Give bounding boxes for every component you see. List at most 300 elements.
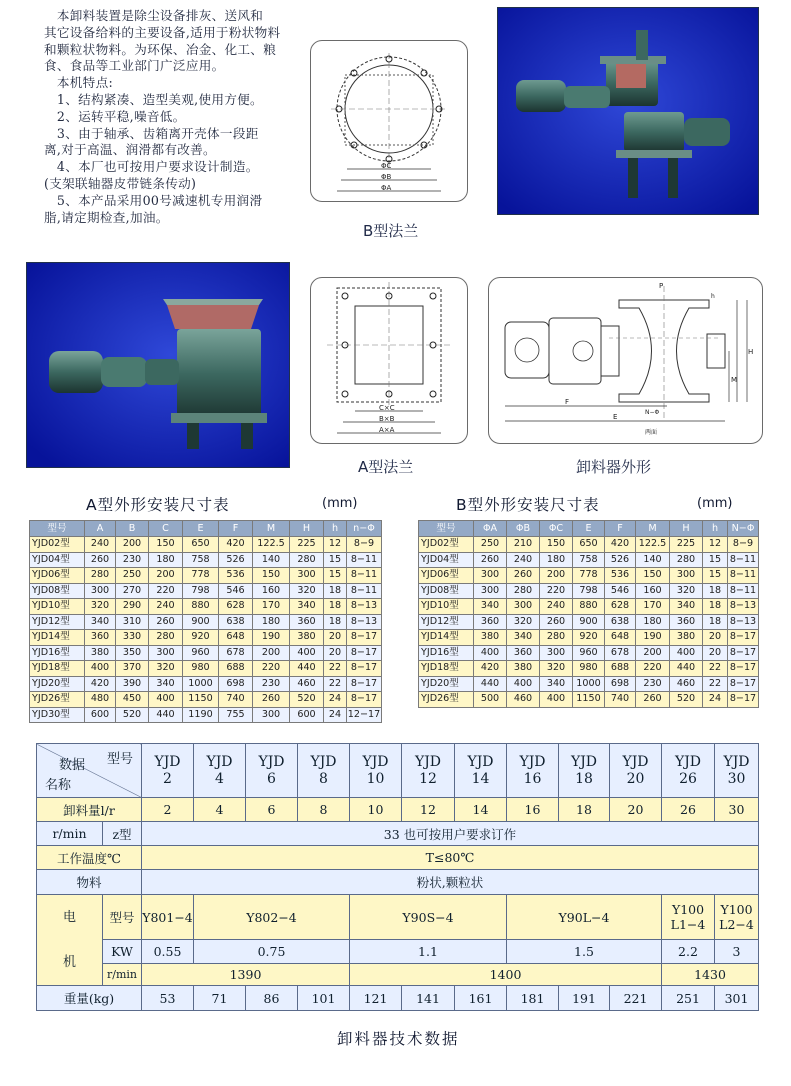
table-row bbox=[30, 692, 382, 708]
table-a-header: h bbox=[324, 521, 347, 537]
table-row bbox=[30, 661, 382, 677]
a-flange-caption: A型法兰 bbox=[358, 458, 414, 476]
table-row bbox=[30, 568, 382, 584]
table-cell: 980 bbox=[573, 661, 605, 677]
table-cell: 900 bbox=[573, 614, 605, 630]
table-a-grid bbox=[29, 520, 382, 723]
intro-line: 食、食品等工业部门广泛应用。 bbox=[44, 58, 225, 74]
table-cell: 240 bbox=[149, 599, 183, 615]
table-cell: 22 bbox=[703, 676, 728, 692]
model-header bbox=[142, 744, 194, 798]
table-row bbox=[419, 676, 759, 692]
table-cell: 380 bbox=[474, 630, 507, 646]
table-cell: 260 bbox=[540, 614, 573, 630]
table-cell: 150 bbox=[253, 568, 290, 584]
kw-value: 0.55 bbox=[142, 940, 194, 964]
intro-line: 脂,请定期检查,加油。 bbox=[44, 209, 169, 225]
model-prefix: YJD bbox=[258, 753, 285, 770]
discharge-value: 10 bbox=[350, 798, 402, 822]
table-cell: 798 bbox=[573, 583, 605, 599]
table-cell: 678 bbox=[219, 645, 253, 661]
table-cell: 8−17 bbox=[728, 645, 759, 661]
table-cell: 8−17 bbox=[728, 676, 759, 692]
table-cell: 960 bbox=[573, 645, 605, 661]
table-cell: 740 bbox=[219, 692, 253, 708]
table-cell: 360 bbox=[474, 614, 507, 630]
table-cell: 600 bbox=[290, 707, 324, 723]
corner-data: 数据 bbox=[59, 758, 86, 773]
table-cell: 22 bbox=[324, 676, 347, 692]
model-prefix: YJD bbox=[362, 753, 389, 770]
table-cell: 526 bbox=[219, 552, 253, 568]
a-flange-drawing bbox=[310, 277, 468, 444]
table-row bbox=[419, 583, 759, 599]
model-prefix: YJD bbox=[206, 753, 233, 770]
model-prefix: YJD bbox=[723, 753, 750, 770]
table-cell: 638 bbox=[605, 614, 636, 630]
table-row bbox=[419, 537, 759, 553]
table-a-header: H bbox=[290, 521, 324, 537]
table-cell: 320 bbox=[540, 661, 573, 677]
speed-type: z型 bbox=[103, 822, 142, 846]
model-cell: YJD20型 bbox=[30, 676, 85, 692]
table-row bbox=[30, 645, 382, 661]
table-cell: 250 bbox=[116, 568, 149, 584]
model-cell: YJD20型 bbox=[419, 676, 474, 692]
dim-label: ΦC bbox=[381, 162, 392, 170]
table-cell: 8−17 bbox=[728, 661, 759, 677]
table-cell: 300 bbox=[85, 583, 116, 599]
table-cell: 8−13 bbox=[347, 614, 382, 630]
table-cell: 400 bbox=[85, 661, 116, 677]
table-b-header: M bbox=[636, 521, 670, 537]
model-cell: YJD10型 bbox=[30, 599, 85, 615]
intro-line: 4、本厂也可按用户要求设计制造。 bbox=[44, 159, 259, 175]
table-b-header: ΦB bbox=[507, 521, 540, 537]
table-row bbox=[419, 661, 759, 677]
tech-discharge-row bbox=[37, 798, 759, 822]
table-cell: 180 bbox=[149, 552, 183, 568]
motor-model: Y100 L2−4 bbox=[715, 895, 759, 940]
table-cell: 150 bbox=[149, 537, 183, 553]
dim-label: M bbox=[731, 376, 738, 384]
table-cell: 8−17 bbox=[347, 630, 382, 646]
table-cell: 170 bbox=[636, 599, 670, 615]
table-cell: 350 bbox=[116, 645, 149, 661]
model-header bbox=[350, 744, 402, 798]
b-flange-svg bbox=[311, 41, 467, 201]
motor-model: Y802−4 bbox=[194, 895, 350, 940]
table-cell: 150 bbox=[540, 537, 573, 553]
model-cell: YJD08型 bbox=[419, 583, 474, 599]
table-cell: 8−17 bbox=[728, 692, 759, 708]
weight-value: 251 bbox=[662, 986, 715, 1011]
table-cell: 250 bbox=[474, 537, 507, 553]
table-cell: 440 bbox=[290, 661, 324, 677]
table-cell: 1150 bbox=[183, 692, 219, 708]
tech-speed-row bbox=[37, 822, 759, 846]
motor-model: Y90S−4 bbox=[350, 895, 507, 940]
table-cell: 24 bbox=[703, 692, 728, 708]
product-photo-a bbox=[26, 262, 290, 468]
table-cell: 230 bbox=[636, 676, 670, 692]
discharge-label: 卸料量l/r bbox=[37, 798, 142, 822]
tech-title: 卸料器技术数据 bbox=[337, 1030, 460, 1048]
rpm-label: r/min bbox=[103, 964, 142, 986]
table-cell: 340 bbox=[670, 599, 703, 615]
table-row bbox=[419, 599, 759, 615]
table-cell: 340 bbox=[540, 676, 573, 692]
weight-value: 121 bbox=[350, 986, 402, 1011]
intro-line: 其它设备给料的主要设备,适用于粉状物料 bbox=[44, 24, 281, 40]
table-cell: 320 bbox=[507, 614, 540, 630]
intro-line: 本卸料装置是除尘设备排灰、送风和 bbox=[44, 8, 264, 23]
model-cell: YJD16型 bbox=[30, 645, 85, 661]
kw-value: 1.5 bbox=[507, 940, 662, 964]
model-prefix: YJD bbox=[154, 753, 181, 770]
table-cell: 260 bbox=[636, 692, 670, 708]
temp-label: 工作温度℃ bbox=[37, 846, 142, 870]
model-header bbox=[298, 744, 350, 798]
table-cell: 900 bbox=[183, 614, 219, 630]
table-cell: 150 bbox=[636, 568, 670, 584]
table-cell: 300 bbox=[290, 568, 324, 584]
table-cell: 15 bbox=[703, 552, 728, 568]
table-row bbox=[30, 676, 382, 692]
model-cell: YJD18型 bbox=[30, 661, 85, 677]
corner-model: 型号 bbox=[106, 752, 133, 767]
table-cell: 260 bbox=[507, 568, 540, 584]
model-header bbox=[715, 744, 759, 798]
table-cell: 400 bbox=[507, 676, 540, 692]
table-cell: 280 bbox=[507, 583, 540, 599]
table-cell: 536 bbox=[605, 568, 636, 584]
table-cell: 370 bbox=[116, 661, 149, 677]
table-row bbox=[419, 645, 759, 661]
model-cell: YJD04型 bbox=[30, 552, 85, 568]
table-cell: 520 bbox=[670, 692, 703, 708]
model-cell: YJD18型 bbox=[419, 661, 474, 677]
table-cell: 12−17 bbox=[347, 707, 382, 723]
table-cell: 12 bbox=[703, 537, 728, 553]
dim-label: H bbox=[748, 348, 754, 356]
model-number: 6 bbox=[267, 770, 276, 787]
discharge-value: 8 bbox=[298, 798, 350, 822]
tech-material-row bbox=[37, 870, 759, 895]
model-number: 20 bbox=[626, 770, 645, 787]
table-cell: 678 bbox=[605, 645, 636, 661]
table-cell: 628 bbox=[219, 599, 253, 615]
tech-model-row bbox=[37, 744, 759, 798]
table-cell: 300 bbox=[670, 568, 703, 584]
table-cell: 755 bbox=[219, 707, 253, 723]
table-cell: 650 bbox=[183, 537, 219, 553]
table-b-header: ΦC bbox=[540, 521, 573, 537]
table-cell: 20 bbox=[703, 645, 728, 661]
table-a-unit: (mm) bbox=[322, 496, 358, 511]
model-header bbox=[402, 744, 455, 798]
table-cell: 310 bbox=[116, 614, 149, 630]
model-cell: YJD26型 bbox=[419, 692, 474, 708]
table-cell: 920 bbox=[183, 630, 219, 646]
table-cell: 360 bbox=[507, 645, 540, 661]
table-cell: 18 bbox=[703, 599, 728, 615]
table-cell: 300 bbox=[253, 707, 290, 723]
weight-value: 221 bbox=[610, 986, 662, 1011]
table-b-header: F bbox=[605, 521, 636, 537]
table-cell: 220 bbox=[540, 583, 573, 599]
table-a bbox=[29, 520, 382, 723]
kw-value: 1.1 bbox=[350, 940, 507, 964]
table-cell: 400 bbox=[670, 645, 703, 661]
table-cell: 450 bbox=[116, 692, 149, 708]
table-cell: 280 bbox=[290, 552, 324, 568]
table-cell: 260 bbox=[474, 552, 507, 568]
kw-value: 3 bbox=[715, 940, 759, 964]
dim-label: h bbox=[711, 293, 715, 300]
table-cell: 980 bbox=[183, 661, 219, 677]
weight-value: 53 bbox=[142, 986, 194, 1011]
motor-label: 电 机 bbox=[37, 895, 103, 986]
table-cell: 380 bbox=[670, 630, 703, 646]
model-number: 30 bbox=[727, 770, 746, 787]
table-cell: 180 bbox=[253, 614, 290, 630]
model-number: 10 bbox=[366, 770, 385, 787]
model-prefix: YJD bbox=[414, 753, 442, 770]
table-b-header: ΦA bbox=[474, 521, 507, 537]
table-b-header: E bbox=[573, 521, 605, 537]
table-cell: 520 bbox=[290, 692, 324, 708]
rpm-value: 1400 bbox=[350, 964, 662, 986]
table-b-header: N−Φ bbox=[728, 521, 759, 537]
table-cell: 778 bbox=[183, 568, 219, 584]
kw-value: 0.75 bbox=[194, 940, 350, 964]
table-row bbox=[30, 537, 382, 553]
table-cell: 8−11 bbox=[347, 552, 382, 568]
weight-value: 101 bbox=[298, 986, 350, 1011]
model-header bbox=[507, 744, 559, 798]
table-cell: 360 bbox=[85, 630, 116, 646]
table-cell: 440 bbox=[474, 676, 507, 692]
table-cell: 180 bbox=[540, 552, 573, 568]
model-header bbox=[194, 744, 246, 798]
table-cell: 880 bbox=[573, 599, 605, 615]
table-cell: 340 bbox=[85, 614, 116, 630]
table-cell: 8−17 bbox=[347, 645, 382, 661]
table-cell: 270 bbox=[116, 583, 149, 599]
corner-name: 名称 bbox=[45, 778, 72, 793]
table-row bbox=[419, 614, 759, 630]
discharge-value: 18 bbox=[559, 798, 610, 822]
table-cell: 140 bbox=[253, 552, 290, 568]
table-a-header: B bbox=[116, 521, 149, 537]
table-cell: 360 bbox=[290, 614, 324, 630]
b-flange-caption: B型法兰 bbox=[363, 222, 419, 240]
table-cell: 160 bbox=[253, 583, 290, 599]
outline-caption: 卸料器外形 bbox=[576, 458, 652, 476]
table-cell: 420 bbox=[474, 661, 507, 677]
model-number: 26 bbox=[679, 770, 697, 787]
table-cell: 22 bbox=[324, 661, 347, 677]
table-b-unit: (mm) bbox=[697, 496, 733, 511]
model-number: 18 bbox=[575, 770, 593, 787]
table-cell: 200 bbox=[149, 568, 183, 584]
table-cell: 8−11 bbox=[347, 583, 382, 599]
table-cell: 390 bbox=[116, 676, 149, 692]
intro-text bbox=[44, 8, 304, 226]
table-b-title: B型外形安装尺寸表 bbox=[456, 496, 600, 514]
table-cell: 18 bbox=[324, 583, 347, 599]
model-prefix: YJD bbox=[467, 753, 494, 770]
table-row bbox=[30, 552, 382, 568]
table-cell: 8−17 bbox=[347, 661, 382, 677]
outline-svg bbox=[489, 278, 762, 443]
table-cell: 12 bbox=[324, 537, 347, 553]
discharge-value: 14 bbox=[455, 798, 507, 822]
table-cell: 180 bbox=[636, 614, 670, 630]
weight-label: 重量(kg) bbox=[37, 986, 142, 1011]
table-cell: 230 bbox=[116, 552, 149, 568]
rpm-value: 1430 bbox=[662, 964, 759, 986]
table-cell: 300 bbox=[540, 645, 573, 661]
dim-label: E bbox=[613, 413, 618, 421]
weight-value: 141 bbox=[402, 986, 455, 1011]
table-cell: 400 bbox=[474, 645, 507, 661]
table-cell: 220 bbox=[636, 661, 670, 677]
table-cell: 698 bbox=[219, 676, 253, 692]
table-a-header: A bbox=[85, 521, 116, 537]
table-cell: 260 bbox=[85, 552, 116, 568]
table-cell: 200 bbox=[636, 645, 670, 661]
speed-label: r/min bbox=[37, 822, 103, 846]
model-prefix: YJD bbox=[570, 753, 598, 770]
table-cell: 400 bbox=[149, 692, 183, 708]
table-cell: 18 bbox=[324, 614, 347, 630]
table-cell: 260 bbox=[149, 614, 183, 630]
intro-line: 本机特点: bbox=[44, 75, 114, 91]
table-cell: 280 bbox=[670, 552, 703, 568]
table-cell: 24 bbox=[324, 692, 347, 708]
table-cell: 520 bbox=[116, 707, 149, 723]
table-cell: 420 bbox=[219, 537, 253, 553]
tech-temp-row bbox=[37, 846, 759, 870]
dim-label: P bbox=[659, 282, 664, 290]
motor-model: Y90L−4 bbox=[507, 895, 662, 940]
tech-kw-row bbox=[37, 940, 759, 964]
kw-label: KW bbox=[103, 940, 142, 964]
model-cell: YJD14型 bbox=[419, 630, 474, 646]
table-cell: 460 bbox=[670, 676, 703, 692]
rpm-value: 1390 bbox=[142, 964, 350, 986]
weight-value: 191 bbox=[559, 986, 610, 1011]
table-b-header: h bbox=[703, 521, 728, 537]
model-number: 2 bbox=[163, 770, 172, 787]
model-number: 8 bbox=[319, 770, 328, 787]
intro-line: 离,对于高温、润滑都有改善。 bbox=[44, 142, 216, 158]
model-header bbox=[559, 744, 610, 798]
outline-drawing bbox=[488, 277, 763, 444]
table-a-header-row bbox=[30, 521, 382, 537]
table-cell: 758 bbox=[183, 552, 219, 568]
table-a-header: E bbox=[183, 521, 219, 537]
model-number: 12 bbox=[419, 770, 437, 787]
table-cell: 24 bbox=[324, 707, 347, 723]
product-photo-b-svg bbox=[498, 8, 758, 214]
table-cell: 360 bbox=[670, 614, 703, 630]
dim-label: C×C bbox=[379, 404, 395, 412]
table-cell: 960 bbox=[183, 645, 219, 661]
table-cell: 300 bbox=[474, 568, 507, 584]
table-row bbox=[419, 552, 759, 568]
tech-corner bbox=[37, 744, 142, 798]
table-cell: 688 bbox=[605, 661, 636, 677]
table-row bbox=[30, 707, 382, 723]
table-cell: 440 bbox=[149, 707, 183, 723]
model-prefix: YJD bbox=[622, 753, 649, 770]
table-cell: 200 bbox=[253, 645, 290, 661]
table-cell: 380 bbox=[507, 661, 540, 677]
table-a-title: A型外形安装尺寸表 bbox=[86, 496, 230, 514]
table-cell: 22 bbox=[703, 661, 728, 677]
discharge-value: 30 bbox=[715, 798, 759, 822]
model-cell: YJD10型 bbox=[419, 599, 474, 615]
model-cell: YJD06型 bbox=[419, 568, 474, 584]
product-photo-a-svg bbox=[27, 263, 289, 467]
table-cell: 1150 bbox=[573, 692, 605, 708]
table-cell: 1000 bbox=[183, 676, 219, 692]
weight-value: 161 bbox=[455, 986, 507, 1011]
table-row bbox=[30, 630, 382, 646]
table-cell: 8−11 bbox=[728, 583, 759, 599]
table-cell: 280 bbox=[540, 630, 573, 646]
table-cell: 300 bbox=[507, 599, 540, 615]
dim-label: 两面 bbox=[645, 429, 658, 436]
table-cell: 8−17 bbox=[347, 676, 382, 692]
table-cell: 15 bbox=[324, 552, 347, 568]
table-cell: 546 bbox=[605, 583, 636, 599]
weight-value: 301 bbox=[715, 986, 759, 1011]
dim-label: B×B bbox=[379, 415, 395, 423]
table-cell: 20 bbox=[324, 630, 347, 646]
tech-table bbox=[36, 743, 759, 1011]
table-a-header: M bbox=[253, 521, 290, 537]
table-cell: 340 bbox=[507, 630, 540, 646]
table-cell: 600 bbox=[85, 707, 116, 723]
model-cell: YJD14型 bbox=[30, 630, 85, 646]
table-cell: 220 bbox=[149, 583, 183, 599]
table-cell: 650 bbox=[573, 537, 605, 553]
table-cell: 638 bbox=[219, 614, 253, 630]
discharge-value: 26 bbox=[662, 798, 715, 822]
discharge-value: 12 bbox=[402, 798, 455, 822]
table-row bbox=[419, 692, 759, 708]
model-number: 16 bbox=[523, 770, 542, 787]
table-a-header: n−Φ bbox=[347, 521, 382, 537]
dim-label: ΦB bbox=[381, 173, 392, 181]
discharge-value: 2 bbox=[142, 798, 194, 822]
motor-model-label: 型号 bbox=[103, 895, 142, 940]
table-cell: 190 bbox=[636, 630, 670, 646]
table-cell: 18 bbox=[324, 599, 347, 615]
table-cell: 18 bbox=[703, 614, 728, 630]
table-cell: 420 bbox=[605, 537, 636, 553]
weight-value: 181 bbox=[507, 986, 559, 1011]
table-cell: 340 bbox=[474, 599, 507, 615]
table-cell: 648 bbox=[219, 630, 253, 646]
table-cell: 8−9 bbox=[347, 537, 382, 553]
kw-value: 2.2 bbox=[662, 940, 715, 964]
table-cell: 340 bbox=[149, 676, 183, 692]
